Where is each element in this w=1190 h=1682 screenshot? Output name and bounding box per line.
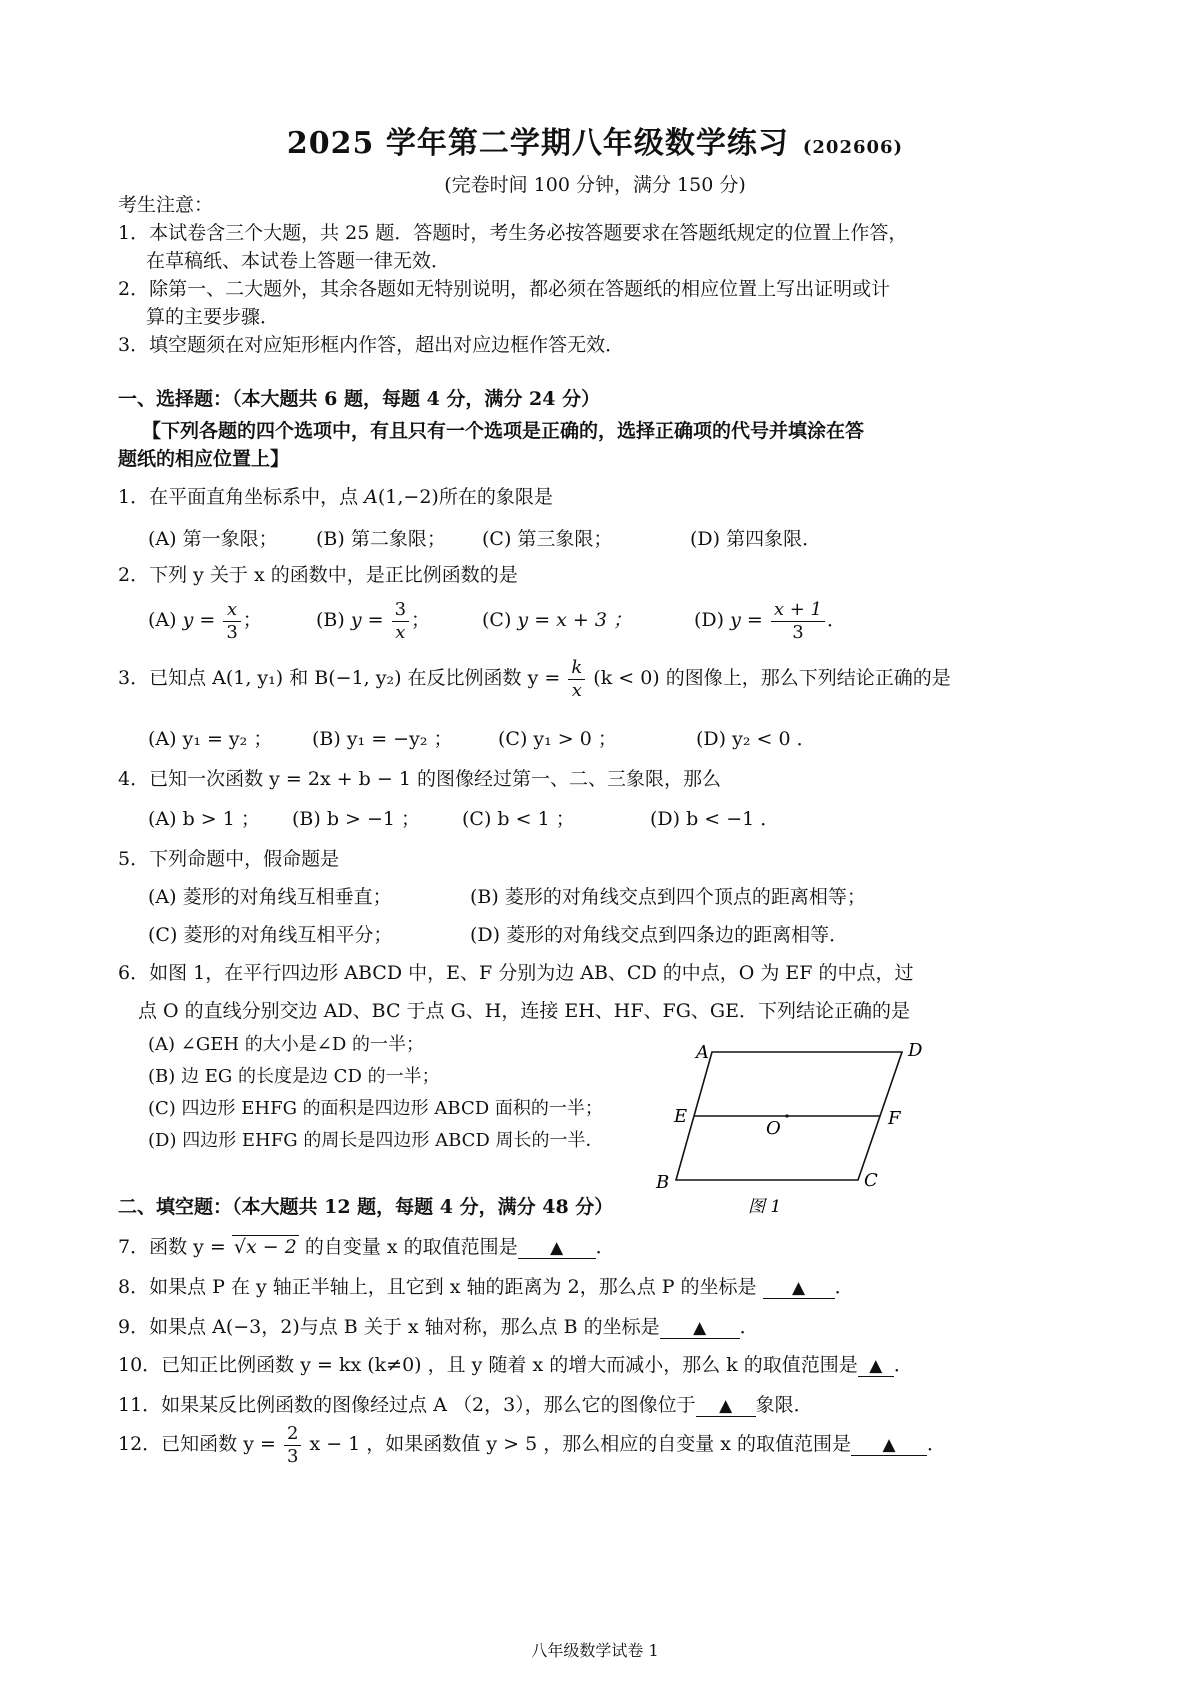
question-6-stem-line-2: 点 O 的直线分别交边 AD、BC 于点 G、H，连接 EH、HF、FG、GE．下列结论正确的是 (138, 1000, 910, 1022)
section-1-heading: 一、选择题：（本大题共 6 题，每题 4 分，满分 24 分） (118, 388, 601, 410)
q3-option-d: (D) y₂ < 0 ． (696, 728, 816, 750)
q1-stem-post: 所在的象限是 (438, 486, 553, 508)
q2-b-label: (B) (316, 609, 345, 631)
q3-stem-pre: 3．已知点 A(1, y₁) 和 B(−1, y₂) 在反比例函数 y = (118, 667, 561, 689)
q2-a-den: 3 (226, 621, 238, 643)
q8-pre: 8．如果点 P 在 y 轴正半轴上，且它到 x 轴的距离为 2，那么点 P 的坐标是 (118, 1276, 757, 1298)
question-5-stem: 5．下列命题中，假命题是 (118, 848, 340, 870)
q7-sqrt: √x − 2 (233, 1236, 297, 1258)
q7-pre: 7．函数 y = (118, 1236, 226, 1258)
q1-option-b: (B) 第二象限； (316, 528, 446, 550)
q2-c-label: (C) (482, 609, 512, 631)
q12-pre: 12．已知函数 y = (118, 1433, 276, 1455)
notice-item-1-line-1: 1．本试卷含三个大题，共 25 题．答题时，考生务必按答题要求在答题纸规定的位置上作答， (118, 222, 908, 244)
q2-d-den: 3 (792, 621, 804, 643)
q12-end: ． (927, 1433, 947, 1455)
figure-caption: 图 1 (748, 1197, 782, 1217)
q7-answer-blank (518, 1237, 596, 1259)
question-8 (118, 1272, 854, 1299)
exam-code: (202606) (802, 137, 904, 158)
q9-marker: ▲ (693, 1318, 707, 1338)
q7-marker: ▲ (550, 1238, 564, 1258)
exam-subtitle: (完卷时间 100 分钟，满分 150 分) (444, 174, 746, 196)
notice-heading: 考生注意： (118, 194, 214, 216)
question-3-stem (118, 656, 951, 702)
question-9 (118, 1312, 759, 1339)
q12-den: 3 (286, 1445, 299, 1467)
q7-post: 的自变量 x 的取值范围是 (304, 1236, 518, 1258)
q2-d-lhs: y = (730, 609, 763, 631)
q9-answer-blank (660, 1317, 740, 1339)
q2-b-tail: ； (411, 609, 431, 631)
label-e: E (674, 1106, 688, 1127)
label-c: C (864, 1170, 878, 1191)
question-10 (118, 1350, 913, 1377)
notice-item-2-line-1: 2．除第一、二大题外，其余各题如无特别说明，都必须在答题纸的相应位置上写出证明或计 (118, 278, 891, 300)
q2-d-tail: ． (827, 609, 847, 631)
label-a: A (696, 1042, 709, 1063)
q4-option-d: (D) b < −1 ． (650, 808, 780, 830)
q1-point: A (364, 486, 378, 508)
q3-option-b: (B) y₁ = −y₂ ； (312, 728, 453, 750)
q5-option-c: (C) 菱形的对角线互相平分； (148, 924, 393, 946)
q11-answer-blank (696, 1395, 756, 1417)
q10-pre: 10．已知正比例函数 y = kx (k≠0) ，且 y 随着 x 的增大而减小，那么 k 的取值范围是 (118, 1354, 858, 1376)
q4-option-a: (A) b > 1 ； (148, 808, 260, 830)
q2-d-label: (D) (694, 609, 725, 631)
question-7 (118, 1232, 615, 1259)
question-12 (118, 1422, 946, 1468)
q2-a-tail: ； (242, 609, 262, 631)
question-4-stem: 4．已知一次函数 y = 2x + b − 1 的图像经过第一、二、三象限，那么 (118, 768, 721, 790)
q8-answer-blank (763, 1277, 835, 1299)
q3-option-a: (A) y₁ = y₂ ； (148, 728, 273, 750)
q3-frac-num: k (568, 657, 585, 680)
q6-option-b: (B) 边 EG 的长度是边 CD 的一半； (148, 1066, 440, 1087)
q1-option-d: (D) 第四象限． (690, 528, 822, 550)
q2-d-num: x + 1 (771, 599, 825, 622)
q2-option-a (148, 598, 262, 644)
q12-fraction (284, 1423, 301, 1468)
q7-radicand: x − 2 (245, 1236, 297, 1258)
q2-option-c (482, 598, 632, 642)
q12-post: x − 1 ，如果函数值 y > 5 ，那么相应的自变量 x 的取值范围是 (309, 1433, 852, 1455)
q2-b-lhs: y = (350, 609, 384, 631)
point-o (785, 1114, 788, 1117)
question-2-stem: 2．下列 y 关于 x 的函数中，是正比例函数的是 (118, 564, 518, 586)
exam-title (0, 118, 1190, 162)
q2-c-expr: y = x + 3 ； (517, 609, 632, 631)
q1-coords: (1,−2) (377, 486, 439, 508)
q2-a-lhs: y = (182, 609, 216, 631)
q3-frac-den: x (571, 679, 582, 701)
q3-option-c: (C) y₁ > 0 ； (498, 728, 617, 750)
q2-option-d (694, 598, 846, 644)
q5-option-b: (B) 菱形的对角线交点到四个顶点的距离相等； (470, 886, 866, 908)
q11-post: 象限． (755, 1394, 813, 1416)
q5-option-a: (A) 菱形的对角线互相垂直； (148, 886, 392, 908)
q8-marker: ▲ (792, 1278, 806, 1298)
section-1-instruction-line-1: 【下列各题的四个选项中，有且只有一个选项是正确的，选择正确项的代号并填涂在答 (142, 420, 865, 442)
q1-stem-pre: 1．在平面直角坐标系中，点 (118, 486, 359, 508)
section-2-heading: 二、填空题：（本大题共 12 题，每题 4 分，满分 48 分） (118, 1196, 614, 1218)
question-1-stem (118, 482, 553, 509)
q8-end: ． (834, 1276, 854, 1298)
section-1-instruction-line-2: 题纸的相应位置上】 (118, 448, 290, 470)
q2-a-fraction (223, 599, 240, 644)
page-footer: 八年级数学试卷 1 (531, 1641, 659, 1660)
q10-end: ． (893, 1354, 913, 1376)
notice-item-3: 3．填空题须在对应矩形框内作答，超出对应边框作答无效． (118, 334, 625, 356)
label-f: F (888, 1108, 901, 1129)
q9-pre: 9．如果点 A(−3，2)与点 B 关于 x 轴对称，那么点 B 的坐标是 (118, 1316, 660, 1338)
q6-option-a: (A) ∠GEH 的大小是∠D 的一半； (148, 1034, 425, 1055)
q2-option-b (316, 598, 430, 644)
q10-answer-blank (858, 1355, 894, 1377)
q2-a-num: x (223, 599, 240, 622)
label-o: O (766, 1118, 781, 1139)
q3-stem-post: (k < 0) 的图像上，那么下列结论正确的是 (593, 667, 951, 689)
notice-item-1-line-2: 在草稿纸、本试卷上答题一律无效． (146, 250, 451, 272)
q12-num: 2 (284, 1423, 301, 1446)
q9-end: ． (739, 1316, 759, 1338)
q1-option-c: (C) 第三象限； (482, 528, 613, 550)
title-text: 2025 学年第二学期八年级数学练习 (286, 126, 789, 161)
question-11 (118, 1390, 813, 1417)
q6-option-c: (C) 四边形 EHFG 的面积是四边形 ABCD 面积的一半； (148, 1098, 603, 1119)
q3-fraction (568, 657, 585, 702)
q12-marker: ▲ (882, 1435, 896, 1455)
label-b: B (656, 1172, 670, 1193)
q6-option-d: (D) 四边形 EHFG 的周长是四边形 ABCD 周长的一半． (148, 1130, 604, 1151)
q4-option-c: (C) b < 1 ； (462, 808, 575, 830)
q2-d-fraction (771, 599, 825, 644)
q11-pre: 11．如果某反比例函数的图像经过点 A （2，3），那么它的图像位于 (118, 1394, 696, 1416)
notice-item-2-line-2: 算的主要步骤． (146, 306, 280, 328)
q2-b-fraction (392, 599, 409, 644)
figure-1-parallelogram (640, 1030, 940, 1230)
q4-option-b: (B) b > −1 ； (292, 808, 421, 830)
q2-a-label: (A) (148, 609, 177, 631)
q12-answer-blank (851, 1434, 927, 1456)
q10-marker: ▲ (869, 1356, 883, 1376)
q1-option-a: (A) 第一象限； (148, 528, 278, 550)
q5-option-d: (D) 菱形的对角线交点到四条边的距离相等． (470, 924, 849, 946)
q2-b-num: 3 (392, 599, 409, 622)
q11-marker: ▲ (719, 1396, 733, 1416)
label-d: D (908, 1040, 923, 1061)
question-6-stem-line-1: 6．如图 1，在平行四边形 ABCD 中，E、F 分别为边 AB、CD 的中点，O 为 EF 的中点，过 (118, 962, 914, 984)
q2-b-den: x (395, 621, 406, 643)
q7-end: ． (595, 1236, 615, 1258)
